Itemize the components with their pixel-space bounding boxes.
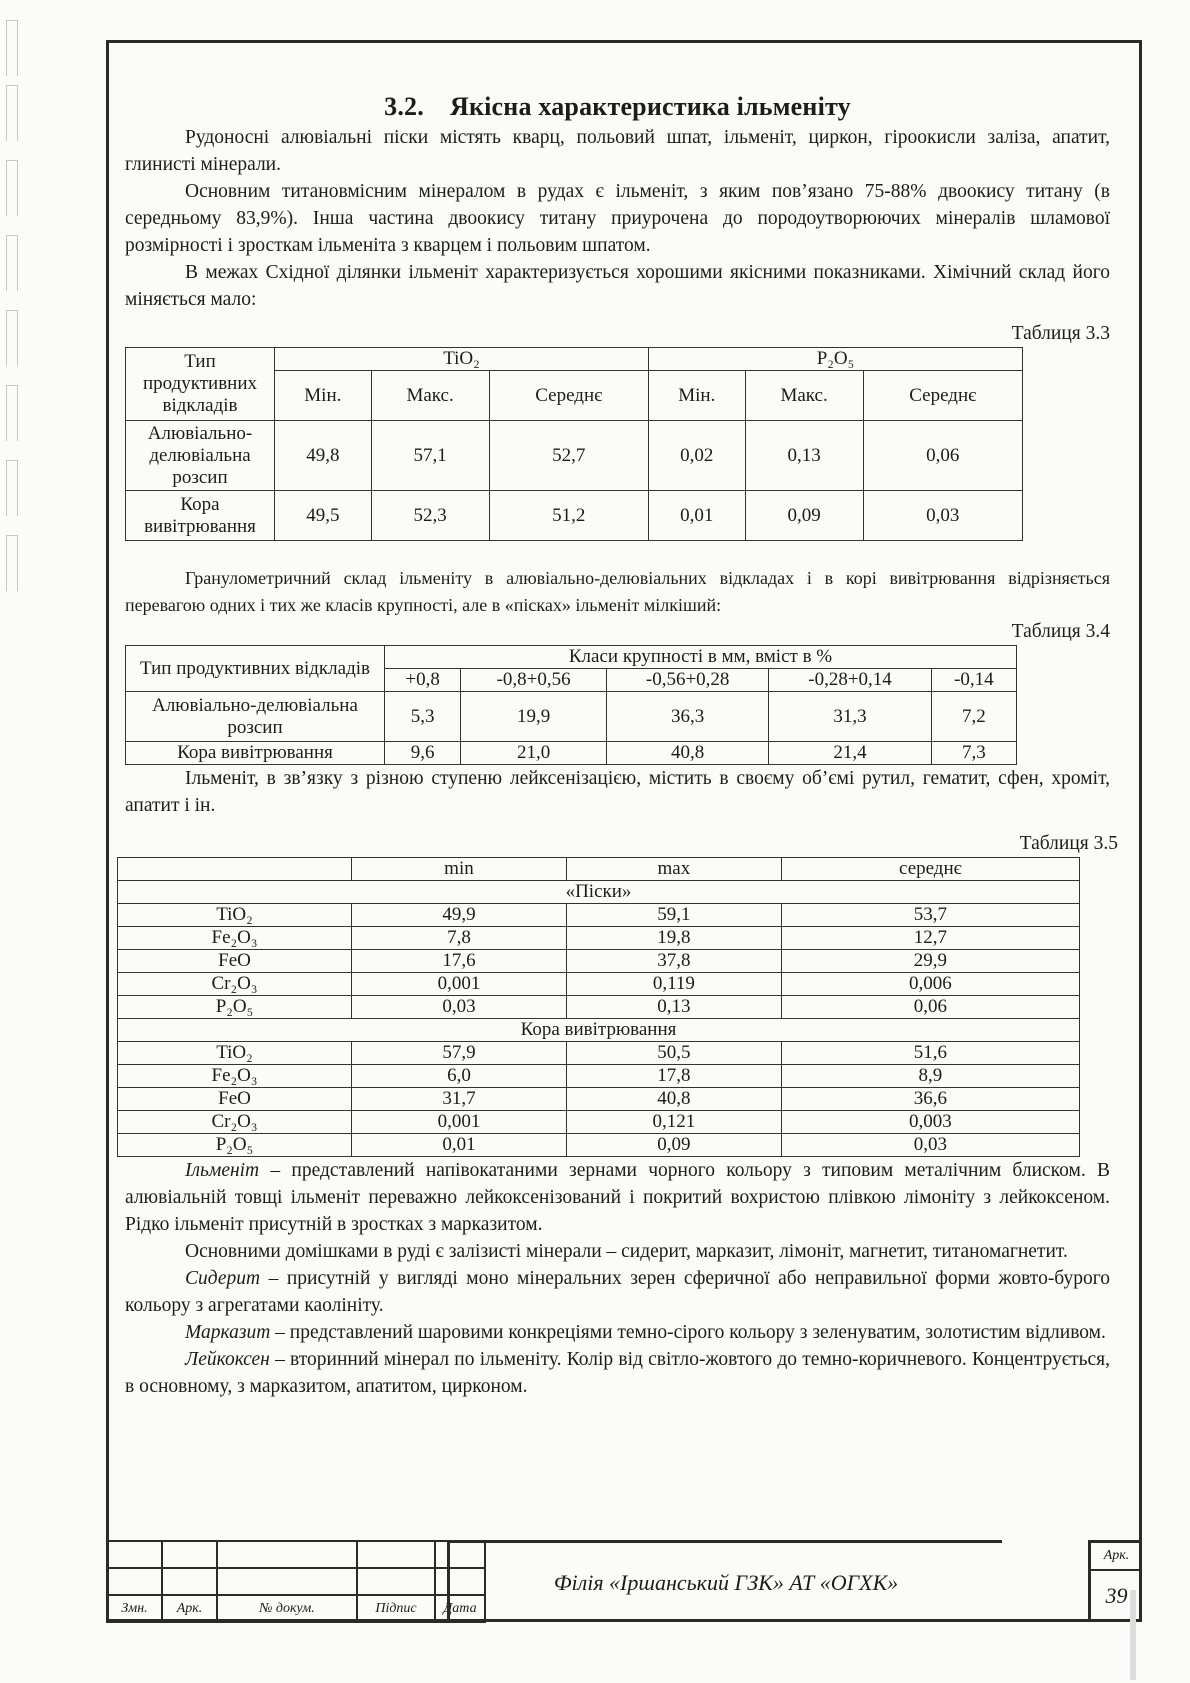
term: Сидерит — [185, 1268, 261, 1289]
table-caption: Таблиця 3.3 — [1011, 323, 1110, 344]
revision-stamp — [106, 1540, 486, 1623]
table-cell: 19,9 — [461, 692, 607, 742]
table-row — [118, 1065, 1080, 1088]
table-cell: 0,01 — [648, 491, 745, 541]
table-cell: 17,8 — [566, 1065, 781, 1088]
binder-mark — [6, 310, 18, 366]
table-cell: 51,6 — [781, 1042, 1079, 1065]
row-label: FeO — [118, 1088, 352, 1111]
table-cell: 8,9 — [781, 1065, 1079, 1088]
table-cell: 6,0 — [352, 1065, 567, 1088]
table-header: середнє — [781, 858, 1079, 881]
table-3-3 — [125, 347, 1023, 541]
table-row — [118, 904, 1080, 927]
row-label: TiO₂ — [118, 1042, 352, 1065]
table-cell: 7,3 — [931, 742, 1016, 765]
table-cell: 0,003 — [781, 1111, 1079, 1134]
table-cell: 0,13 — [566, 996, 781, 1019]
table-cell: 21,0 — [461, 742, 607, 765]
binder-mark — [6, 160, 18, 216]
table-cell: 0,121 — [566, 1111, 781, 1134]
stamp-label: № докум. — [217, 1595, 357, 1622]
table-cell: 0,01 — [352, 1134, 567, 1157]
table-cell: 7,8 — [352, 927, 567, 950]
stamp-label: Дата — [435, 1595, 485, 1622]
table-row — [126, 491, 1023, 541]
row-label: Алювіально-делювіальна розсип — [126, 421, 275, 491]
table-group-row — [118, 881, 1080, 904]
page-content — [125, 80, 1118, 1400]
paragraph: Рудоносні алювіальні піски містять кварц, польовий шпат, ільменіт, циркон, гіроокисли заліза, апатит, глинисті мінерали. — [125, 127, 1110, 175]
table-cell: 57,1 — [371, 421, 489, 491]
table-header: min — [352, 858, 567, 881]
binder-mark — [6, 385, 18, 441]
table-group-row — [118, 1019, 1080, 1042]
table-cell: 31,3 — [769, 692, 931, 742]
table-cell: 53,7 — [781, 904, 1079, 927]
table-3-5 — [117, 857, 1080, 1157]
table-cell: 49,9 — [352, 904, 567, 927]
row-label: FeO — [118, 950, 352, 973]
table-cell: 19,8 — [566, 927, 781, 950]
organization-name: Філія «Іршанський ГЗК» АТ «ОГХК» — [447, 1540, 1002, 1622]
table-cell: 0,03 — [352, 996, 567, 1019]
table-subheader: Мін. — [648, 371, 745, 421]
table-header — [118, 858, 352, 881]
table-row — [118, 1111, 1080, 1134]
table-caption: Таблиця 3.4 — [1011, 621, 1110, 642]
paragraph — [125, 1157, 1110, 1238]
table-header: max — [566, 858, 781, 881]
table-cell: 0,03 — [863, 491, 1022, 541]
row-label: Алювіально-делювіальна розсип — [126, 692, 385, 742]
sheet-label: Арк. — [1091, 1543, 1142, 1571]
binder-mark — [6, 460, 18, 516]
table-header-group: TiO₂ — [275, 348, 649, 371]
row-label: Cr₂O₃ — [118, 973, 352, 996]
table-cell: 0,06 — [781, 996, 1079, 1019]
table-subheader: Середнє — [489, 371, 648, 421]
stamp-label: Арк. — [162, 1595, 217, 1622]
term: Марказит — [185, 1322, 271, 1343]
table-cell: 29,9 — [781, 950, 1079, 973]
binder-mark — [6, 235, 18, 291]
table-header-type: Тип продуктивних відкладів — [126, 348, 275, 421]
section-title-text: Якісна характеристика ільменіту — [449, 92, 851, 121]
table-cell: 5,3 — [385, 692, 461, 742]
row-label: Кора вивітрювання — [126, 491, 275, 541]
group-label: Кора вивітрювання — [118, 1019, 1080, 1042]
table-row — [118, 927, 1080, 950]
table-row — [118, 973, 1080, 996]
table-subheader: +0,8 — [385, 669, 461, 692]
table-cell: 57,9 — [352, 1042, 567, 1065]
section-number: 3.2. — [384, 92, 424, 121]
row-label: Fe₂O₃ — [118, 927, 352, 950]
table-cell: 7,2 — [931, 692, 1016, 742]
paragraph-text: – представлений шаровими конкреціями темно-сірого кольору з зеленуватим, золотистим відливом. — [270, 1322, 1106, 1343]
term: Лейкоксен — [185, 1349, 270, 1370]
table-cell: 49,8 — [275, 421, 372, 491]
row-label: P₂O₅ — [118, 1134, 352, 1157]
paragraph — [125, 1265, 1110, 1319]
table-header-group: Класи крупності в мм, вміст в % — [385, 646, 1017, 669]
table-cell: 9,6 — [385, 742, 461, 765]
table-cell: 0,06 — [863, 421, 1022, 491]
table-subheader: -0,56+0,28 — [606, 669, 768, 692]
table-cell: 0,09 — [745, 491, 863, 541]
section-title — [125, 92, 1110, 122]
table-caption: Таблиця 3.5 — [1019, 833, 1118, 854]
table-subheader: -0,8+0,56 — [461, 669, 607, 692]
table-cell: 0,119 — [566, 973, 781, 996]
paragraph-text: – представлений напівокатаними зернами чорного кольору з типовим металічним блиском. В алювіальній товщі ільменіт переважно лейкоксенізований і покритий вохристою плівкою лімоніту з лейкоксеном. Рідко ільменіт присутній в зростках з марказитом. — [125, 1160, 1110, 1235]
row-label: P₂O₅ — [118, 996, 352, 1019]
paragraph: Гранулометричний склад ільменіту в алювіально-делювіальних відкладах і в корі вивітрювання відрізняється перевагою одних і тих же класів крупності, але в «пісках» ільменіт мілкіший: — [125, 568, 1110, 615]
table-cell: 0,09 — [566, 1134, 781, 1157]
table-cell: 40,8 — [566, 1088, 781, 1111]
table-cell: 36,6 — [781, 1088, 1079, 1111]
group-label: «Піски» — [118, 881, 1080, 904]
table-cell: 49,5 — [275, 491, 372, 541]
table-subheader: -0,28+0,14 — [769, 669, 931, 692]
row-label: Кора вивітрювання — [126, 742, 385, 765]
binder-mark — [6, 535, 18, 591]
table-3-4 — [125, 645, 1017, 765]
paragraph-text: – вторинний мінерал по ільменіту. Колір від світло-жовтого до темно-коричневого. Концентрується, в основному, з марказитом, апатитом, цирконом. — [125, 1349, 1110, 1397]
stamp-label: Змн. — [107, 1595, 162, 1622]
table-row — [118, 1042, 1080, 1065]
table-cell: 36,3 — [606, 692, 768, 742]
table-subheader: Макс. — [371, 371, 489, 421]
table-cell: 31,7 — [352, 1088, 567, 1111]
table-row — [118, 996, 1080, 1019]
table-cell: 40,8 — [606, 742, 768, 765]
paragraph: Основними домішками в руді є залізисті мінерали – сидерит, марказит, лімоніт, магнетит, титаномагнетит. — [185, 1241, 1068, 1262]
paragraph-text: – присутній у вигляді моно мінеральних зерен сферичної або неправильної форми жовто-бурого кольору з агрегатами каолініту. — [125, 1268, 1110, 1316]
stamp-label: Підпис — [357, 1595, 435, 1622]
table-subheader: -0,14 — [931, 669, 1016, 692]
table-row — [126, 742, 1017, 765]
table-cell: 0,001 — [352, 1111, 567, 1134]
table-cell: 37,8 — [566, 950, 781, 973]
table-cell: 59,1 — [566, 904, 781, 927]
table-cell: 0,03 — [781, 1134, 1079, 1157]
binder-mark — [6, 85, 18, 141]
term: Ільменіт — [185, 1160, 260, 1181]
table-row — [118, 1134, 1080, 1157]
row-label: Cr₂O₃ — [118, 1111, 352, 1134]
table-cell: 0,006 — [781, 973, 1079, 996]
scan-artifact — [1130, 1590, 1136, 1680]
table-header-group: P₂O₅ — [648, 348, 1022, 371]
title-block — [106, 1540, 1142, 1622]
table-cell: 17,6 — [352, 950, 567, 973]
table-cell: 21,4 — [769, 742, 931, 765]
table-cell: 52,7 — [489, 421, 648, 491]
table-cell: 50,5 — [566, 1042, 781, 1065]
table-subheader: Середнє — [863, 371, 1022, 421]
table-cell: 12,7 — [781, 927, 1079, 950]
table-cell: 52,3 — [371, 491, 489, 541]
paragraph — [125, 1346, 1110, 1400]
paragraph: Ільменіт, в зв’язку з різною ступеню лейксенізацією, містить в своєму об’ємі рутил, гематит, сфен, хроміт, апатит і ін. — [125, 768, 1110, 816]
table-cell: 51,2 — [489, 491, 648, 541]
table-cell: 0,001 — [352, 973, 567, 996]
table-row — [118, 1088, 1080, 1111]
table-header-type: Тип продуктивних відкладів — [126, 646, 385, 692]
binder-mark — [6, 20, 18, 76]
row-label: TiO₂ — [118, 904, 352, 927]
paragraph: Основним титановмісним мінералом в рудах є ільменіт, з яким пов’язано 75-88% двоокису титану (в середньому 83,9%). Інша частина двоокису титану приурочена до породоутворюючих мінералів шламової розмірності і зросткам ільменіта з кварцем і польовим шпатом. — [125, 181, 1110, 256]
table-cell: 0,13 — [745, 421, 863, 491]
table-subheader: Мін. — [275, 371, 372, 421]
table-cell: 0,02 — [648, 421, 745, 491]
table-row — [126, 421, 1023, 491]
table-row — [118, 950, 1080, 973]
table-subheader: Макс. — [745, 371, 863, 421]
row-label: Fe₂O₃ — [118, 1065, 352, 1088]
paragraph: В межах Східної ділянки ільменіт характеризується хорошими якісними показниками. Хімічний склад його міняється мало: — [125, 262, 1110, 310]
page-number: 39 — [1105, 1583, 1128, 1608]
paragraph — [125, 1319, 1110, 1346]
table-row — [126, 692, 1017, 742]
